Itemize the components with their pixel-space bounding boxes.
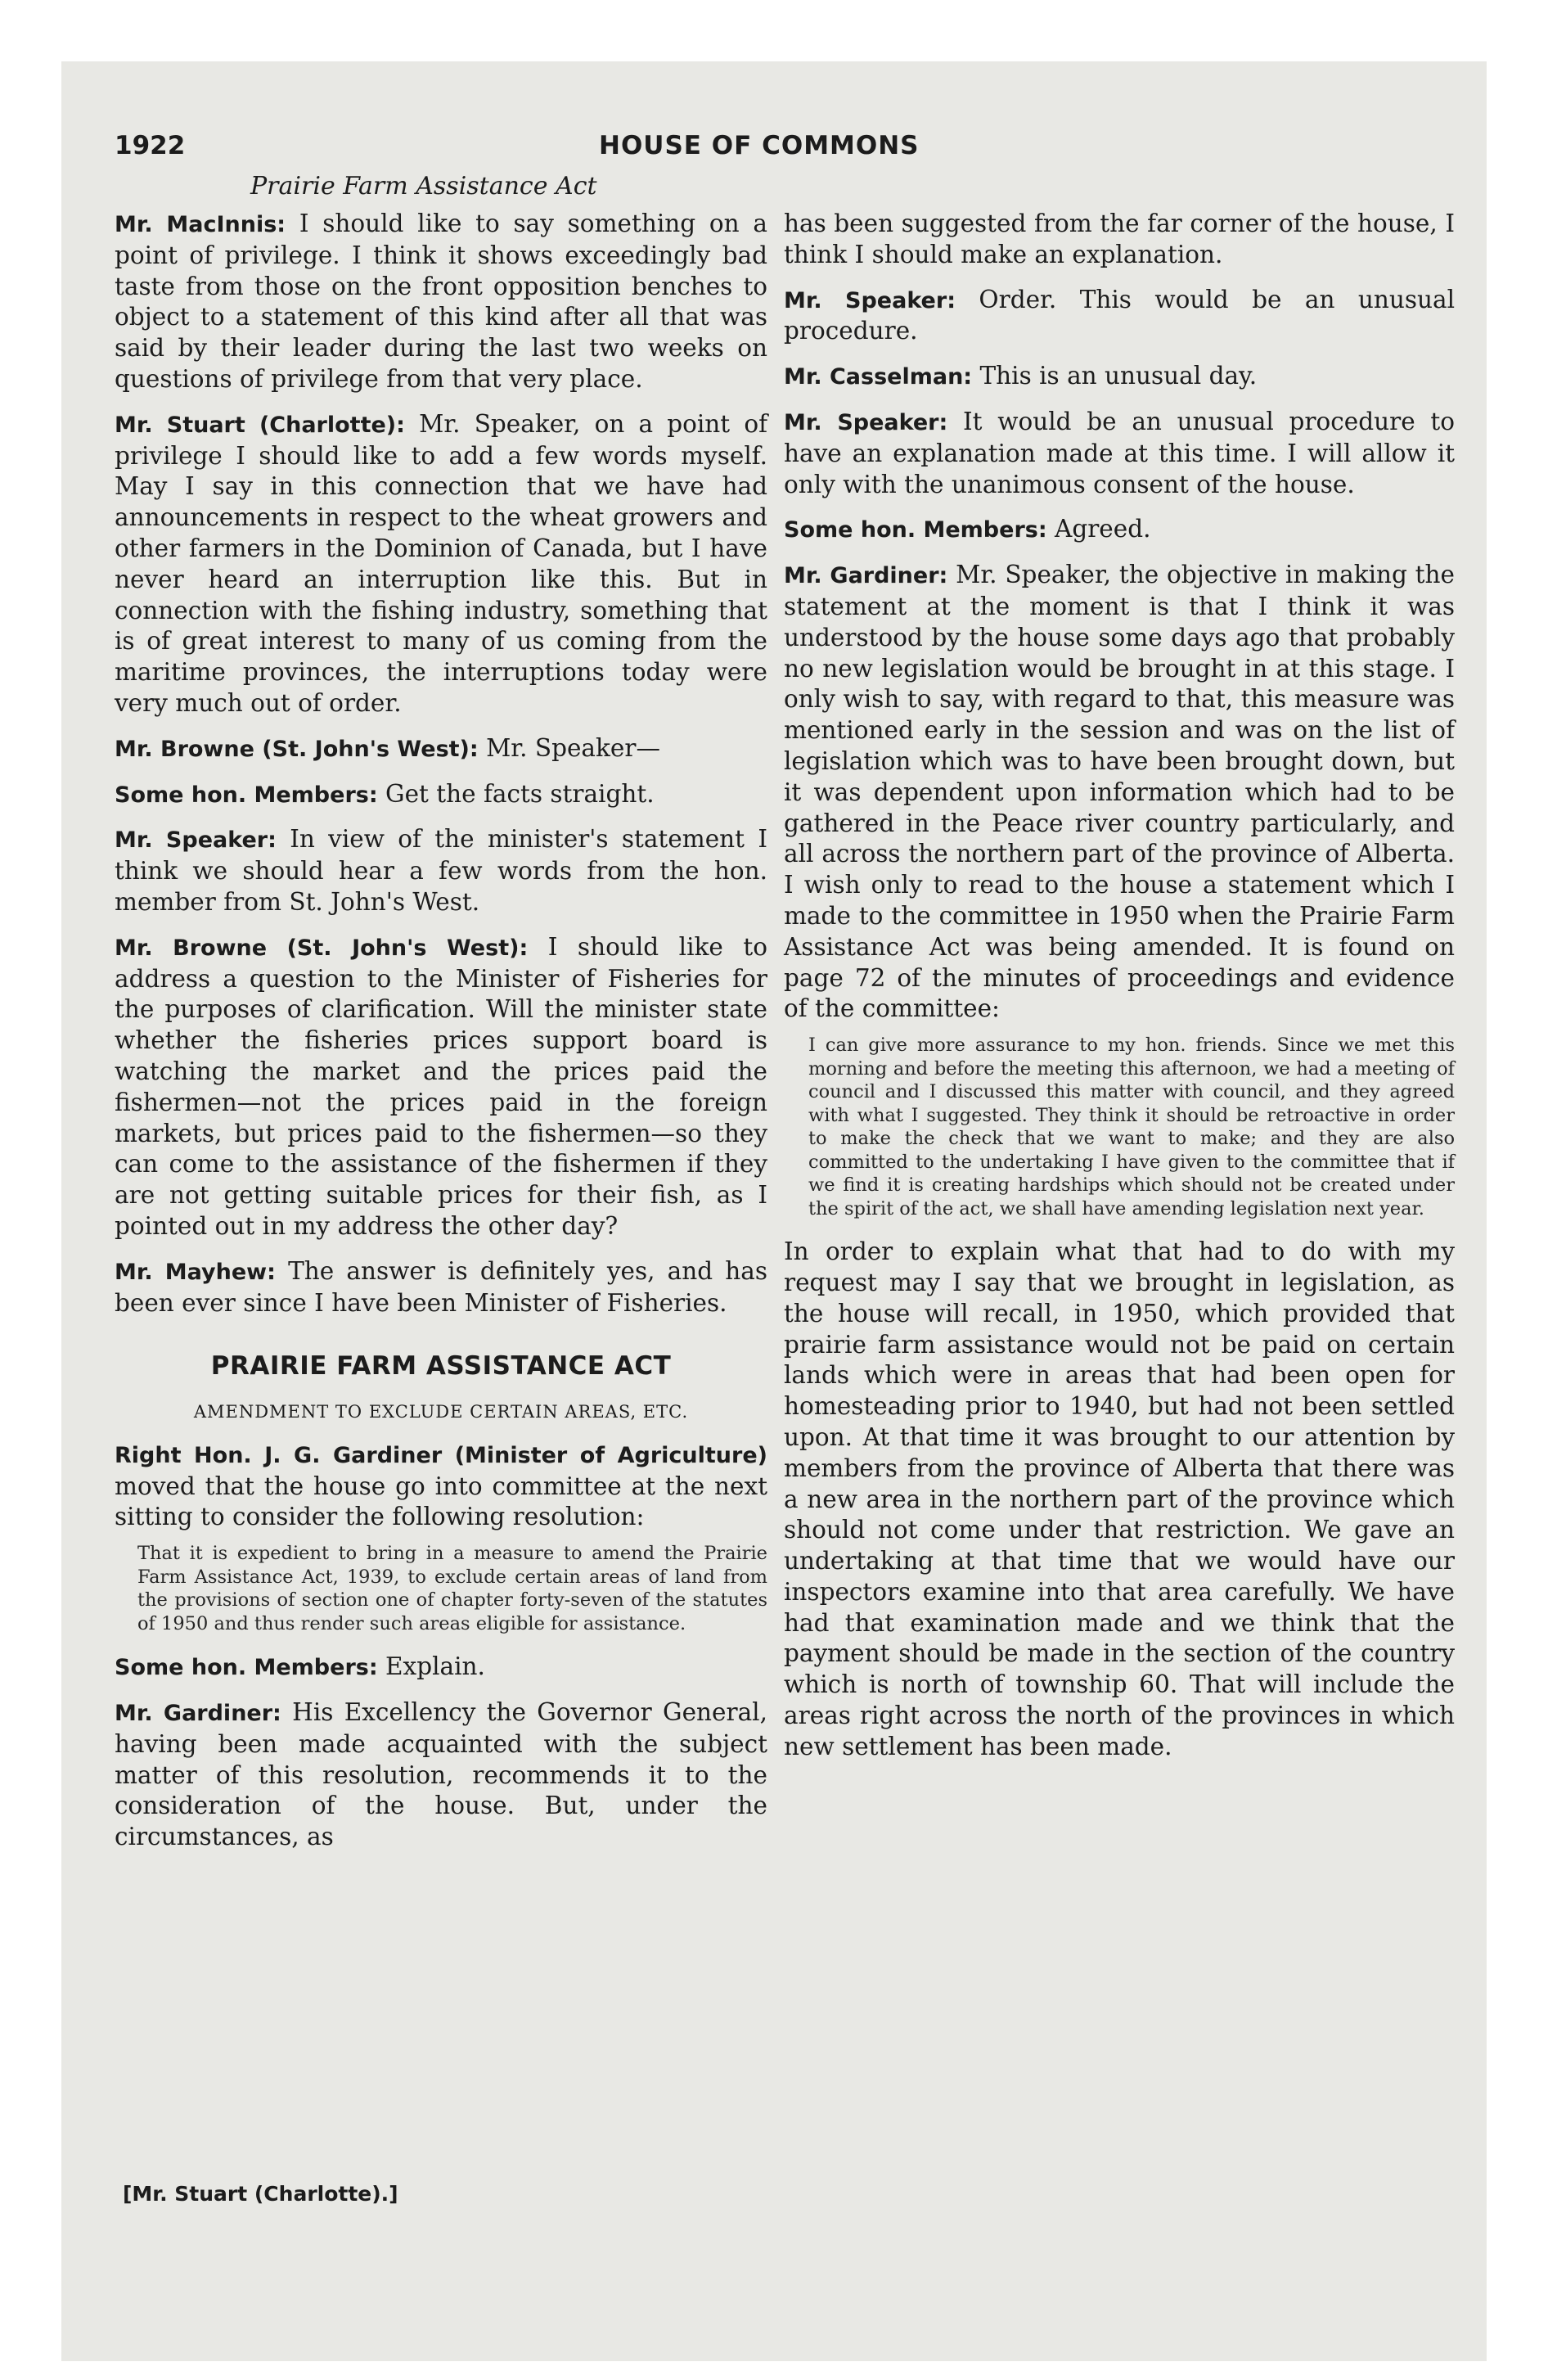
speech-paragraph — [115, 733, 767, 765]
speaker-name: Some hon. Members: — [115, 782, 378, 808]
speaker-name: Mr. Mayhew: — [115, 1259, 276, 1285]
speech-paragraph — [784, 514, 1455, 546]
speaker-name: Mr. Browne (St. John's West): — [115, 736, 479, 762]
speaker-name: Some hon. Members: — [784, 517, 1047, 543]
speaker-name: Mr. Gardiner: — [115, 1701, 281, 1727]
speech-paragraph — [115, 209, 767, 395]
speech-text: I should like to say something on a point of privilege. I think it shows exceedingly bad taste from those on the front opposition benches to object to a statement of this kind after all that was said by their leader during the last two weeks on questions of privilege from that very place. — [115, 210, 767, 393]
section-subhead: Prairie Farm Assistance Act — [250, 172, 597, 201]
speaker-name: Mr. Gardiner: — [784, 563, 948, 589]
speech-text: Order. This would be an unusual procedure. — [784, 285, 1456, 345]
speech-text: It would be an unusual procedure to have an explanation made at this time. I will allow it only with the unanimous consent of the house. — [784, 407, 1455, 498]
speech-paragraph — [115, 409, 767, 719]
resolution-quote: That it is expedient to bring in a measure to amend the Prairie Farm Assistance Act, 1939, to exclude certain areas of land from the provisions of section one of chapter forty-seven of the statutes of 1950 and thus render such areas eligible for assistance. — [137, 1543, 767, 1634]
speech-text: Agreed. — [1046, 515, 1151, 543]
speaker-name: Right Hon. J. G. Gardiner (Minister of Agriculture) — [115, 1442, 767, 1468]
speaker-name: Mr. Casselman: — [784, 364, 973, 390]
speech-paragraph — [784, 407, 1455, 500]
speech-text: I should like to address a question to the Minister of Fisheries for the purposes of clarification. Will the minister state whether the fisheries prices support board is watching the market and the prices paid the fishermen—not the prices paid in the foreign markets, but prices paid to the fishermen—so they can come to the assistance of the fishermen if they are not getting suitable prices for their fish, as I pointed out in my address the other day? — [115, 932, 768, 1240]
speech-paragraph — [115, 1440, 767, 1533]
right-column — [784, 209, 1455, 1777]
speaker-name: Mr. Stuart (Charlotte): — [115, 412, 405, 438]
speech-text: Mr. Speaker— — [478, 733, 660, 762]
speech-paragraph — [784, 361, 1455, 393]
speaker-name: Mr. MacInnis: — [115, 212, 286, 237]
speaker-name: Mr. Speaker: — [115, 827, 277, 854]
running-head: HOUSE OF COMMONS — [599, 131, 920, 160]
speech-paragraph — [115, 824, 767, 917]
speech-paragraph — [115, 1256, 767, 1319]
speech-paragraph — [784, 285, 1455, 348]
section-title: PRAIRIE FARM ASSISTANCE ACT — [210, 1351, 672, 1382]
speaker-name: Mr. Browne (St. John's West): — [115, 935, 529, 961]
speech-text: has been suggested from the far corner of the house, I think I should make an explanation. — [784, 210, 1455, 268]
speaker-name: Some hon. Members: — [115, 1655, 378, 1681]
speech-text: Get the facts straight. — [377, 779, 655, 808]
speaker-name: Mr. Speaker: — [784, 287, 956, 313]
speech-paragraph — [115, 1697, 767, 1853]
speech-paragraph — [784, 1237, 1455, 1763]
left-column — [115, 209, 767, 1867]
speech-text: Mr. Speaker, the objective in making the statement at the moment is that I think it was understood by the house some days ago that probably no new legislation would be brought in at this stage. I only wish to say, with regard to that, this measure was mentioned early in the session and was on the list of legislation which was to have been brought down, but it was dependent upon information which had to be gathered in the Peace river country particularly, and all across the northern part of the province of Alberta. I wish only to read to the house a statement which I made to the committee in 1950 when the Prairie Farm Assistance Act was being amended. It is found on page 72 of the minutes of proceedings and evidence of the committee: — [784, 561, 1455, 1023]
speech-paragraph — [115, 779, 767, 811]
speech-paragraph — [115, 1652, 767, 1684]
section-subtitle: AMENDMENT TO EXCLUDE CERTAIN AREAS, ETC. — [193, 1402, 689, 1422]
speech-text: His Excellency the Governor General, having been made acquainted with the subject matter of this resolution, recommends it to the consideration of the house. But, under the circumstances, as — [115, 1698, 767, 1851]
speech-text: This is an unusual day. — [972, 362, 1258, 390]
speech-paragraph — [115, 932, 767, 1242]
speech-text: Mr. Speaker, on a point of privilege I should like to add a few words myself. May I say in this connection that we have had announcements in respect to the wheat growers and other farmers in the Dominion of Canada, but I have never heard an interruption like this. But in connection with the fishing industry, something that is of great interest to many of us coming from the maritime provinces, the interruptions today were very much out of order. — [115, 409, 767, 717]
speech-text: In view of the minister's statement I think we should hear a few words from the hon. member from St. John's West. — [115, 825, 767, 916]
speech-text: In order to explain what that had to do with my request may I say that we brought in legislation, as the house will recall, in 1950, which provided that prairie farm assistance would not be paid on certain lands which were in areas that had been open for homesteading prior to 1940, but had not been settled upon. At that time it was brought to our attention by members from the province of Alberta that there was a new area in the northern part of the province which should not come under that restriction. We gave an undertaking at that time that we would have our inspectors examine into that area carefully. We have had that examination made and we think that the payment should be made in the section of the country which is north of township 60. That will include the areas right across the north of the provinces in which new settlement has been made. — [784, 1237, 1455, 1760]
footer-reference: [Mr. Stuart (Charlotte).] — [123, 2182, 398, 2206]
page-header — [115, 131, 1358, 172]
speech-text: Explain. — [377, 1652, 485, 1681]
speaker-name: Mr. Speaker: — [784, 409, 948, 435]
speech-text: moved that the house go into committee at the next sitting to consider the following resolution: — [115, 1472, 767, 1531]
committee-statement-quote: I can give more assurance to my hon. friends. Since we met this morning and before the meeting this afternoon, we had a meeting of council and I discussed this matter with council, and they agreed with what I suggested. They think it should be retroactive in order to make the check that we want to make; and they are also committed to the undertaking I have given to the committee that if we find it is creating hardships which should not be created under the spirit of the act, we shall have amending legislation next year. — [808, 1034, 1455, 1219]
speech-paragraph — [784, 209, 1455, 271]
speech-text: The answer is definitely yes, and has been ever since I have been Minister of Fisheries. — [115, 1256, 768, 1317]
page-number: 1922 — [115, 131, 186, 160]
speech-paragraph — [784, 560, 1455, 1025]
